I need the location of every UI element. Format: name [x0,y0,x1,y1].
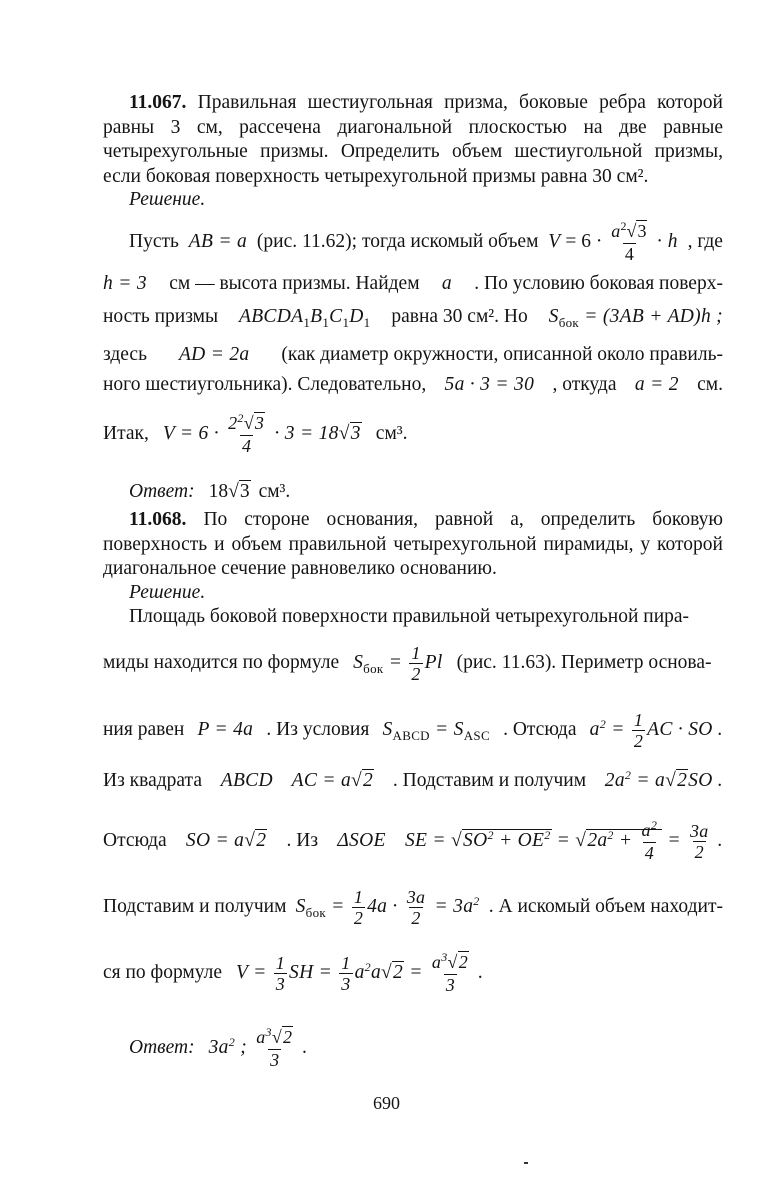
solution2-line-5: Отсюда SO = a√2 . Из ΔSOE SE = $√SO^2 + OE^2 = √2a^2$ + $\frac{a^2}{4}$ = $\frac{3a}{2}$ . [103,817,723,863]
problem-number: 11.067. [129,92,187,113]
solution-line-3: ность призмы $ABCDA_1B_1C_1D_1$ равна 30 см². Но $S_{бок} = (3AB + AD)h$ ; [103,306,723,330]
solution2-line-1: Площадь боковой поверхности правильной четырехугольной пира- [129,606,690,627]
solution-line-2: h = 3 см — высота призмы. Найдем a . По условию боковая поверх- [103,273,723,294]
formula-volume: V = 6 · $\frac{a^2√3}{4}$ · h [548,219,678,265]
answer-11-067: Ответ: 18√3 см³. [129,481,291,502]
solution-line-5: ного шестиугольника). Следовательно, 5a · 3 = 30 , откуда a = 2 см. [103,374,723,395]
solution-label: Решение. [129,582,206,603]
problem-11-068 [103,508,723,582]
solution-label: Решение. [129,189,206,210]
solution-line-1: Пусть AB = a (рис. 11.62); тогда искомый объем V = 6 · $\frac{a^2√3}{4}$ · h , где [129,219,723,265]
solution2-line-3: ния равен P = 4a . Из условия $S_{ABCD} = S_{ASC}$ . Отсюда $a^2$ = $\frac{1}{2}$ AC · SO . [103,709,723,751]
answer-11-068: Ответ: $3a^2$ ; $\frac{a^3√2}{3}$ . [129,1024,308,1070]
solution2-line-4: Из квадрата ABCD AC = a√2 . Подставим и получим $2a^2 = a√2SO$ . [103,768,723,791]
problem-text: Правильная шестиугольная призма, боковые ребра которой равны 3 см, рассечена диагональной плоскостью на две равные четырехугольные призмы. Определить объем шестиугольной призмы, если боковая поверхность четырехугольной призмы равна 30 см². [103,92,723,187]
solution2-line-6: Подставим и получим $S_{бок}$ = $\frac{1}{2}$ 4a · $\frac{3a}{2}$ = $3a^2$ . А искомый объем находит- [103,886,723,928]
solution2-line-7: ся по формуле V = $\frac{1}{3}$ SH = $\frac{1}{3}$ $a^2a√2$ = $\frac{a^3√2}{3}$ . [103,949,484,995]
problem-11-067 [103,91,723,189]
page-number: 690 [373,1093,400,1113]
speck [524,1162,528,1164]
solution-line-6: Итак, V = 6 · $\frac{2^2√3}{4}$ · 3 = 18√3 см³. [103,411,408,457]
solution-line-4: здесь AD = 2a (как диаметр окружности, описанной около правиль- [103,344,723,365]
problem-text: По стороне основания, равной a, определить боковую поверхность и объем правильной четырехугольной пирамиды, у которой диагональное сечение равновелико основанию. [103,509,724,579]
problem-number: 11.068. [129,509,187,530]
solution2-line-2: миды находится по формуле $S_{бок}$ = $\frac{1}{2}$ Pl (рис. 11.63). Периметр основа- [103,642,712,684]
